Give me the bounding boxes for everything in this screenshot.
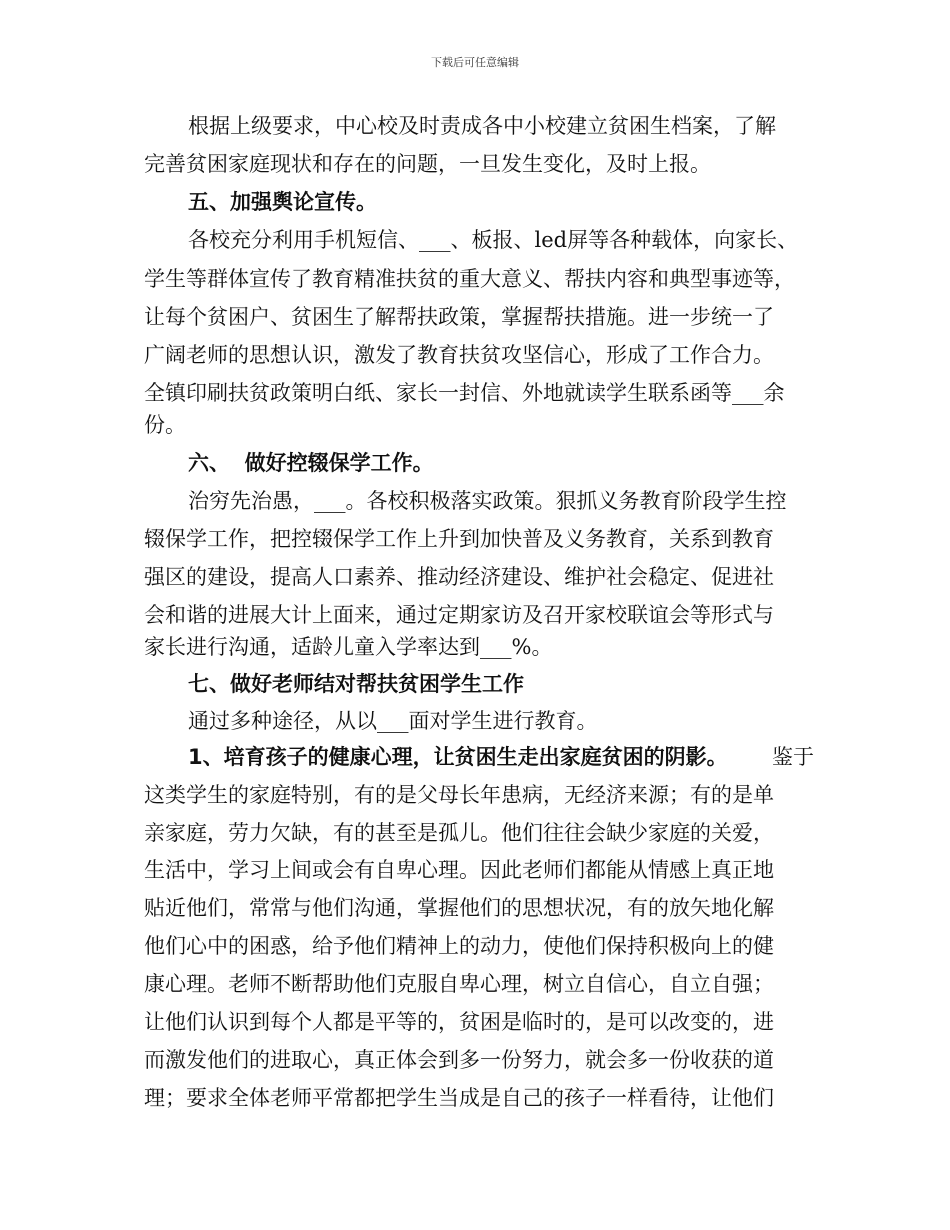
paragraph-line: 亲家庭，劳力欠缺，有的甚至是孤儿。他们往往会缺少家庭的关爱，	[144, 821, 774, 845]
paragraph-line: 强区的建设，提高人口素养、推动经济建设、维护社会稳定、促进社	[144, 565, 774, 589]
paragraph-line: 会和谐的进展大计上面来，通过定期家访及召开家校联谊会等形式与	[144, 603, 774, 627]
paragraph-line: 广阔老师的思想认识，激发了教育扶贫攻坚信心，形成了工作合力。	[144, 343, 774, 367]
subsection-heading: 1、培育孩子的健康心理，让贫困生走出家庭贫困的阴影。	[188, 745, 728, 769]
paragraph-line: 根据上级要求，中心校及时责成各中小校建立贫困生档案，了解	[188, 114, 776, 138]
paragraph-line: 家长进行沟通，适龄儿童入学率达到___%。	[144, 635, 553, 659]
paragraph-line: 辍保学工作，把控辍保学工作上升到加快普及义务教育，关系到教育	[144, 527, 774, 551]
paragraph-line: 这类学生的家庭特别，有的是父母长年患病，无经济来源；有的是单	[144, 783, 774, 807]
paragraph-line: 让每个贫困户、贫困生了解帮扶政策，掌握帮扶措施。进一步统一了	[144, 305, 774, 329]
section-heading: 七、做好老师结对帮扶贫困学生工作	[188, 672, 524, 696]
paragraph-line: 各校充分利用手机短信、___、板报、led屏等各种载体，向家长、	[188, 228, 799, 252]
paragraph-line: 而激发他们的进取心，真正体会到多一份努力，就会多一份收获的道	[144, 1048, 774, 1072]
section-heading: 五、加强舆论宣传。	[188, 190, 377, 214]
paragraph-line: 完善贫困家庭现状和存在的问题，一旦发生变化，及时上报。	[144, 152, 711, 176]
paragraph-line: 理；要求全体老师平常都把学生当成是自己的孩子一样看待，让他们	[144, 1086, 774, 1110]
paragraph-line: 通过多种途径，从以___面对学生进行教育。	[188, 709, 598, 733]
paragraph-line: 学生等群体宣传了教育精准扶贫的重大意义、帮扶内容和典型事迹等，	[144, 267, 795, 291]
section-heading: 六、 做好控辍保学工作。	[188, 451, 434, 475]
page-header-note: 下载后可任意编辑	[431, 56, 519, 69]
paragraph-line: 贴近他们，常常与他们沟通，掌握他们的思想状况，有的放矢地化解	[144, 896, 774, 920]
paragraph-line: 治穷先治愚，___。各校积极落实政策。狠抓义务教育阶段学生控	[188, 489, 787, 513]
paragraph-line: 让他们认识到每个人都是平等的，贫困是临时的，是可以改变的，进	[144, 1010, 774, 1034]
paragraph-line: 生活中，学习上间或会有自卑心理。因此老师们都能从情感上真正地	[144, 858, 774, 882]
paragraph-line: 康心理。老师不断帮助他们克服自卑心理，树立自信心，自立自强；	[144, 972, 774, 996]
paragraph-line: 他们心中的困惑，给予他们精神上的动力，使他们保持积极向上的健	[144, 934, 774, 958]
paragraph-line: 鉴于	[772, 745, 814, 769]
paragraph-line: 份。	[144, 413, 186, 437]
paragraph-line: 全镇印刷扶贫政策明白纸、家长一封信、外地就读学生联系函等___余	[144, 381, 785, 405]
